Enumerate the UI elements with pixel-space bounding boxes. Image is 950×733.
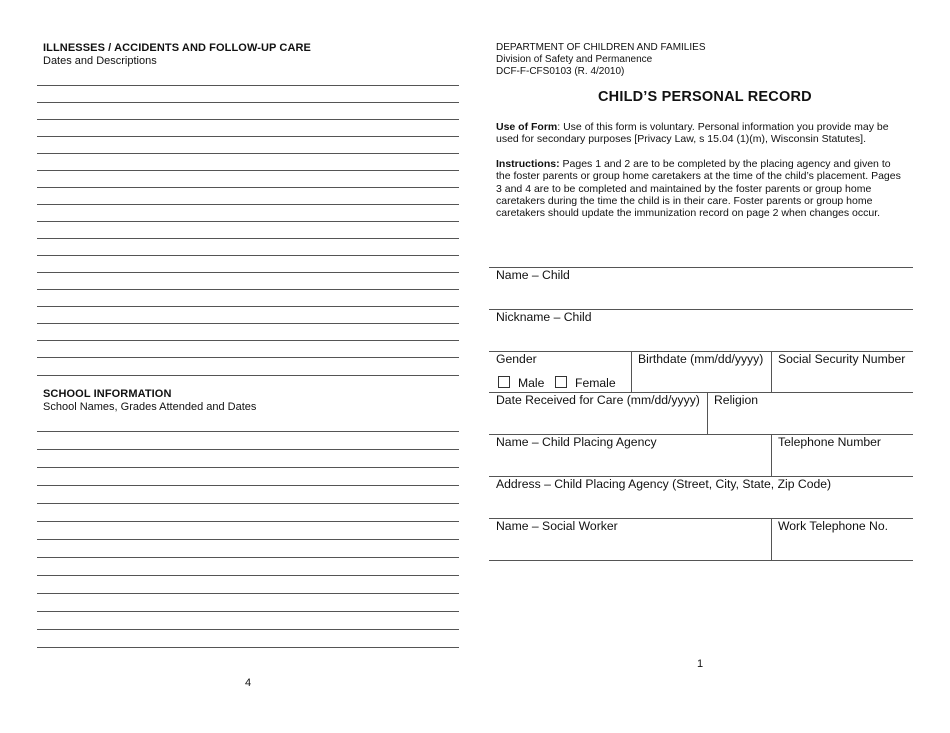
gender-field bbox=[489, 352, 631, 392]
illnesses-line[interactable] bbox=[37, 136, 459, 137]
illnesses-line[interactable] bbox=[37, 272, 459, 273]
female-label: Female bbox=[575, 376, 616, 390]
form-rule bbox=[489, 560, 913, 561]
school-subtitle: School Names, Grades Attended and Dates bbox=[43, 401, 257, 413]
name-child-field[interactable] bbox=[489, 268, 913, 309]
nickname-child-field[interactable] bbox=[489, 310, 913, 351]
school-line[interactable] bbox=[37, 521, 459, 522]
illnesses-line[interactable] bbox=[37, 204, 459, 205]
school-line[interactable] bbox=[37, 593, 459, 594]
illnesses-line[interactable] bbox=[37, 340, 459, 341]
work-telephone-field[interactable] bbox=[772, 519, 913, 560]
illnesses-title: ILLNESSES / ACCIDENTS AND FOLLOW-UP CARE bbox=[43, 42, 311, 54]
left-page-number: 4 bbox=[245, 677, 252, 689]
agency-department: DEPARTMENT OF CHILDREN AND FAMILIES bbox=[496, 42, 706, 53]
illnesses-line[interactable] bbox=[37, 375, 459, 376]
illnesses-line[interactable] bbox=[37, 102, 459, 103]
work-telephone-label: Work Telephone No. bbox=[778, 519, 888, 533]
agency-address-label: Address – Child Placing Agency (Street, City, State, Zip Code) bbox=[496, 477, 832, 491]
school-line[interactable] bbox=[37, 503, 459, 504]
school-line[interactable] bbox=[37, 449, 459, 450]
school-line[interactable] bbox=[37, 647, 459, 648]
use-of-form-paragraph bbox=[496, 121, 908, 146]
school-line[interactable] bbox=[37, 431, 459, 432]
illnesses-line[interactable] bbox=[37, 221, 459, 222]
telephone-label: Telephone Number bbox=[778, 435, 881, 449]
illnesses-line[interactable] bbox=[37, 187, 459, 188]
birthdate-label: Birthdate (mm/dd/yyyy) bbox=[638, 352, 764, 366]
ssn-field[interactable] bbox=[772, 352, 913, 392]
telephone-field[interactable] bbox=[772, 435, 913, 476]
use-of-form-label: Use of Form bbox=[496, 121, 558, 133]
illnesses-line[interactable] bbox=[37, 306, 459, 307]
illnesses-line[interactable] bbox=[37, 85, 459, 86]
instructions-paragraph bbox=[496, 158, 908, 219]
school-line[interactable] bbox=[37, 557, 459, 558]
illnesses-line[interactable] bbox=[37, 170, 459, 171]
school-line[interactable] bbox=[37, 575, 459, 576]
illnesses-line[interactable] bbox=[37, 153, 459, 154]
illnesses-subtitle: Dates and Descriptions bbox=[43, 55, 157, 67]
use-of-form-text: : Use of this form is voluntary. Personal information you provide may be used for secondary purposes [Privacy Law, s 15.04 (1)(m), Wisconsin Statutes]. bbox=[496, 121, 889, 146]
school-line[interactable] bbox=[37, 611, 459, 612]
form-number: DCF-F-CFS0103 (R. 4/2010) bbox=[496, 66, 625, 77]
social-worker-label: Name – Social Worker bbox=[496, 519, 618, 533]
school-line[interactable] bbox=[37, 539, 459, 540]
placing-agency-label: Name – Child Placing Agency bbox=[496, 435, 657, 449]
birthdate-field[interactable] bbox=[632, 352, 771, 392]
illnesses-line[interactable] bbox=[37, 255, 459, 256]
right-page-number: 1 bbox=[697, 658, 704, 670]
instructions-text: Pages 1 and 2 are to be completed by the placing agency and given to the foster parents or group home caretakers at the time of the child’s placement. Pages 3 and 4 are to be completed and maintained by the foster parents or group home caretakers during the time the child is in their care. Foster parents or group home caretakers should update the immunization record on page 2 when changes occur. bbox=[496, 158, 901, 220]
school-line[interactable] bbox=[37, 485, 459, 486]
illnesses-line[interactable] bbox=[37, 289, 459, 290]
illnesses-line[interactable] bbox=[37, 323, 459, 324]
religion-field[interactable] bbox=[708, 393, 913, 434]
name-child-label: Name – Child bbox=[496, 268, 570, 282]
placing-agency-field[interactable] bbox=[489, 435, 771, 476]
religion-label: Religion bbox=[714, 393, 759, 407]
date-received-field[interactable] bbox=[489, 393, 707, 434]
male-label: Male bbox=[518, 376, 545, 390]
agency-division: Division of Safety and Permanence bbox=[496, 54, 653, 65]
ssn-label: Social Security Number bbox=[778, 352, 906, 366]
school-line[interactable] bbox=[37, 467, 459, 468]
school-title: SCHOOL INFORMATION bbox=[43, 388, 172, 400]
instructions-label: Instructions: bbox=[496, 158, 560, 170]
male-checkbox[interactable] bbox=[498, 376, 510, 388]
agency-address-field[interactable] bbox=[489, 477, 913, 518]
gender-label: Gender bbox=[496, 352, 537, 366]
illnesses-line[interactable] bbox=[37, 119, 459, 120]
social-worker-field[interactable] bbox=[489, 519, 771, 560]
date-received-label: Date Received for Care (mm/dd/yyyy) bbox=[496, 393, 700, 407]
page-title: CHILD’S PERSONAL RECORD bbox=[598, 89, 812, 105]
female-checkbox[interactable] bbox=[555, 376, 567, 388]
school-line[interactable] bbox=[37, 629, 459, 630]
nickname-child-label: Nickname – Child bbox=[496, 310, 592, 324]
illnesses-line[interactable] bbox=[37, 238, 459, 239]
illnesses-line[interactable] bbox=[37, 357, 459, 358]
